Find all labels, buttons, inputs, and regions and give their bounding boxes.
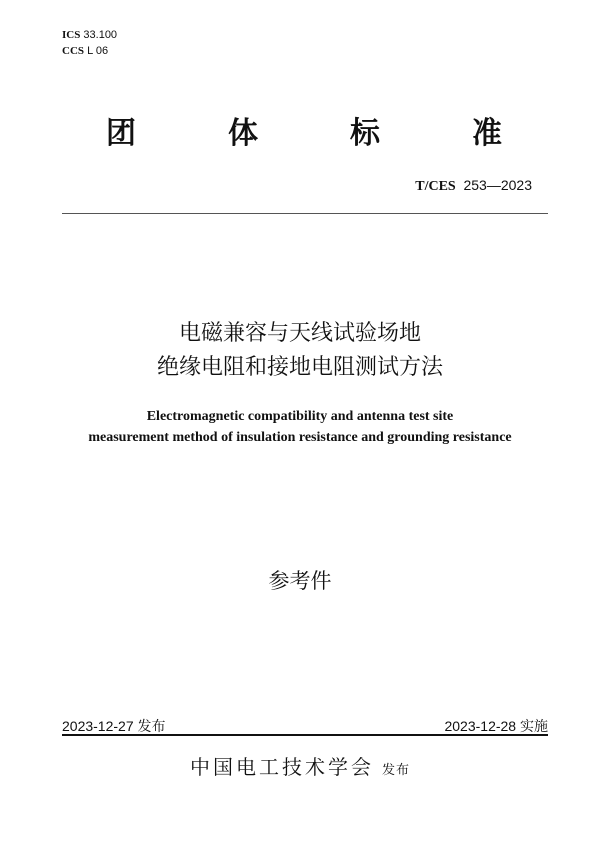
title-line: 绝缘电阻和接地电阻测试方法 <box>156 354 443 379</box>
issue-date: 2023-12-27 发布 <box>62 718 166 734</box>
heading-char: 体 <box>228 117 258 150</box>
heading-char: 团 <box>106 117 136 150</box>
chinese-title <box>0 316 600 384</box>
implementation-date: 2023-12-28 实施 <box>444 718 548 734</box>
title-line: measurement method of insulation resistance and grounding resistance <box>88 430 512 445</box>
document-type-heading <box>0 108 600 152</box>
standard-number: T/CES 253—2023 <box>415 177 532 194</box>
publisher <box>0 751 600 780</box>
header-divider <box>62 213 548 214</box>
english-title <box>0 406 600 448</box>
heading-char: 准 <box>472 117 502 150</box>
publisher-suffix: 发布 <box>381 762 410 777</box>
ccs-code: CCS L 06 <box>62 45 109 57</box>
footer-divider <box>62 734 548 736</box>
classification-codes <box>62 27 117 59</box>
reference-copy-label: 参考件 <box>268 570 332 593</box>
title-line: Electromagnetic compatibility and antenna test site <box>146 409 454 424</box>
heading-char: 标 <box>350 117 380 150</box>
ics-code: ICS 33.100 <box>62 29 118 41</box>
publisher-name: 中国电工技术学会 <box>189 757 374 779</box>
title-line: 电磁兼容与天线试验场地 <box>178 320 421 345</box>
